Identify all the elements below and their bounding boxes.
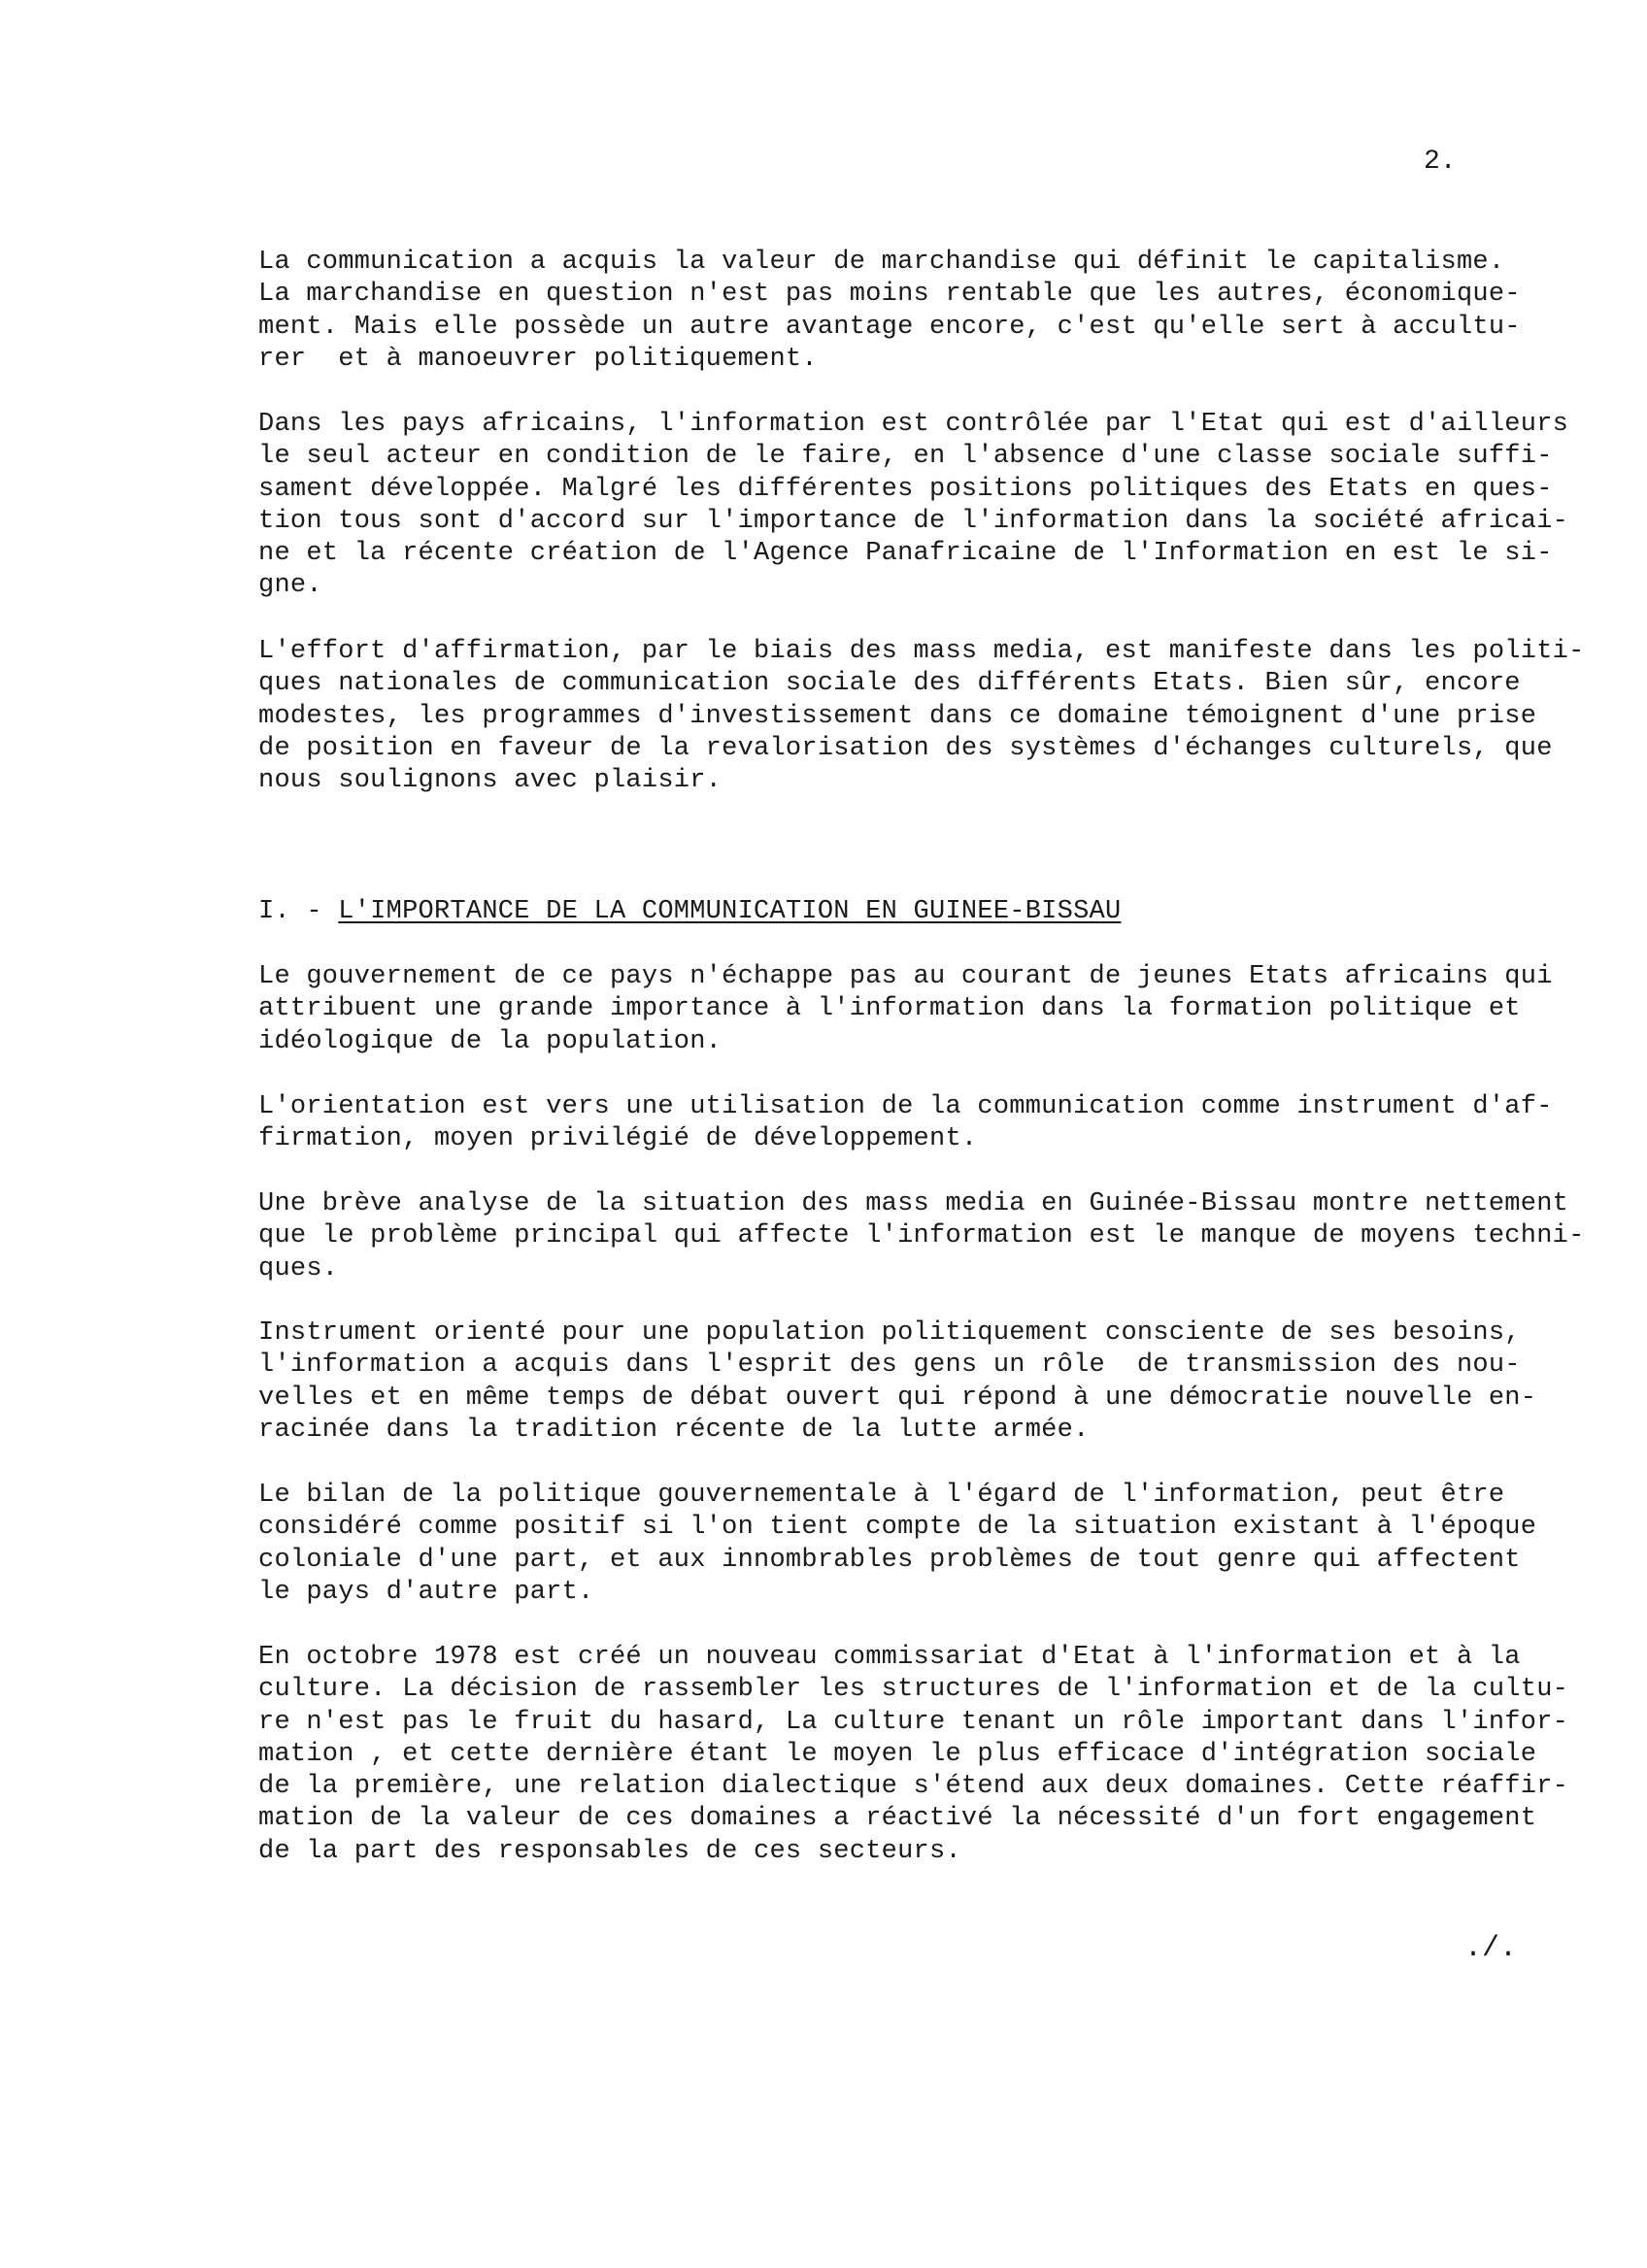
section-number: I. - bbox=[258, 897, 339, 926]
section-paragraph-4 bbox=[258, 1317, 1637, 1447]
text-line: tion tous sont d'accord sur l'importance de l'information dans la société africai- bbox=[258, 506, 1569, 536]
text-line: L'effort d'affirmation, par le biais des mass media, est manifeste dans les politi- bbox=[258, 637, 1585, 666]
section-paragraph-6 bbox=[258, 1642, 1637, 1868]
section-title: L'IMPORTANCE DE LA COMMUNICATION EN GUINEE-BISSAU bbox=[338, 897, 1122, 926]
section-paragraph-5 bbox=[258, 1480, 1637, 1609]
text-line: de la première, une relation dialectique s'étend aux deux domaines. Cette réaffir- bbox=[258, 1772, 1569, 1802]
text-line: attribuent une grande importance à l'information dans la formation politique et bbox=[258, 994, 1521, 1024]
text-line: Le bilan de la politique gouvernementale à l'égard de l'information, peut être bbox=[258, 1481, 1505, 1510]
text-line: Le gouvernement de ce pays n'échappe pas au courant de jeunes Etats africains qui bbox=[258, 962, 1553, 991]
section-paragraph-1 bbox=[258, 961, 1637, 1058]
text-line: nous soulignons avec plaisir. bbox=[258, 766, 723, 796]
text-line: sament développée. Malgré les différentes positions politiques des Etats en ques- bbox=[258, 474, 1553, 504]
text-line: ques. bbox=[258, 1253, 339, 1284]
section-paragraph-3 bbox=[258, 1188, 1637, 1285]
text-line: La marchandise en question n'est pas moins rentable que les autres, économique- bbox=[258, 280, 1521, 310]
text-line: ques nationales de communication sociale des différents Etats. Bien sûr, encore bbox=[258, 669, 1521, 699]
text-line: mation de la valeur de ces domaines a réactivé la nécessité d'un fort engagement bbox=[258, 1804, 1537, 1834]
text-line: de position en faveur de la revalorisation des systèmes d'échanges culturels, que bbox=[258, 733, 1553, 763]
text-line: que le problème principal qui affecte l'information est le manque de moyens techni- bbox=[258, 1221, 1585, 1251]
continuation-mark: ./. bbox=[1464, 1932, 1518, 1965]
text-line: La communication a acquis la valeur de marchandise qui définit le capitalisme. bbox=[258, 248, 1505, 277]
text-line: velles et en même temps de débat ouvert qui répond à une démocratie nouvelle en- bbox=[258, 1383, 1537, 1413]
text-line: coloniale d'une part, et aux innombrables problèmes de tout genre qui affectent bbox=[258, 1545, 1521, 1575]
text-line: Une brève analyse de la situation des mass media en Guinée-Bissau montre nettement bbox=[258, 1189, 1569, 1218]
intro-paragraph-3 bbox=[258, 636, 1637, 797]
text-line: re n'est pas le fruit du hasard, La culture tenant un rôle important dans l'infor- bbox=[258, 1707, 1569, 1737]
text-line: de la part des responsables de ces secteurs. bbox=[258, 1836, 961, 1866]
text-line: En octobre 1978 est créé un nouveau commissariat d'Etat à l'information et à la bbox=[258, 1643, 1521, 1672]
page-number: 2. bbox=[1424, 147, 1457, 177]
text-line: gne. bbox=[258, 571, 322, 601]
text-line: ment. Mais elle possède un autre avantage encore, c'est qu'elle sert à accultu- bbox=[258, 312, 1521, 342]
text-line: mation , et cette dernière étant le moyen le plus efficace d'intégration sociale bbox=[258, 1739, 1537, 1769]
text-line: L'orientation est vers une utilisation de la communication comme instrument d'af- bbox=[258, 1092, 1553, 1121]
intro-paragraph-2 bbox=[258, 409, 1637, 603]
section-heading bbox=[258, 895, 1121, 928]
text-line: le pays d'autre part. bbox=[258, 1577, 594, 1607]
text-line: rer et à manoeuvrer politiquement. bbox=[258, 344, 818, 374]
text-line: le seul acteur en condition de le faire, en l'absence d'une classe sociale suffi- bbox=[258, 442, 1553, 472]
text-line: Instrument orienté pour une population politiquement consciente de ses besoins, bbox=[258, 1318, 1521, 1348]
text-line: firmation, moyen privilégié de développement. bbox=[258, 1124, 978, 1154]
text-line: racinée dans la tradition récente de la lutte armée. bbox=[258, 1415, 1090, 1445]
section-paragraph-2 bbox=[258, 1091, 1637, 1156]
text-line: ne et la récente création de l'Agence Panafricaine de l'Information en est le si- bbox=[258, 539, 1553, 569]
intro-paragraph-1 bbox=[258, 247, 1637, 376]
text-line: idéologique de la population. bbox=[258, 1026, 723, 1056]
text-line: culture. La décision de rassembler les structures de l'information et de la cultu- bbox=[258, 1675, 1569, 1705]
text-line: l'information a acquis dans l'esprit des gens un rôle de transmission des nou- bbox=[258, 1351, 1521, 1381]
text-line: considéré comme positif si l'on tient compte de la situation existant à l'époque bbox=[258, 1513, 1537, 1543]
text-line: modestes, les programmes d'investissement dans ce domaine témoignent d'une prise bbox=[258, 701, 1537, 731]
text-line: Dans les pays africains, l'information est contrôlée par l'Etat qui est d'ailleurs bbox=[258, 410, 1569, 439]
